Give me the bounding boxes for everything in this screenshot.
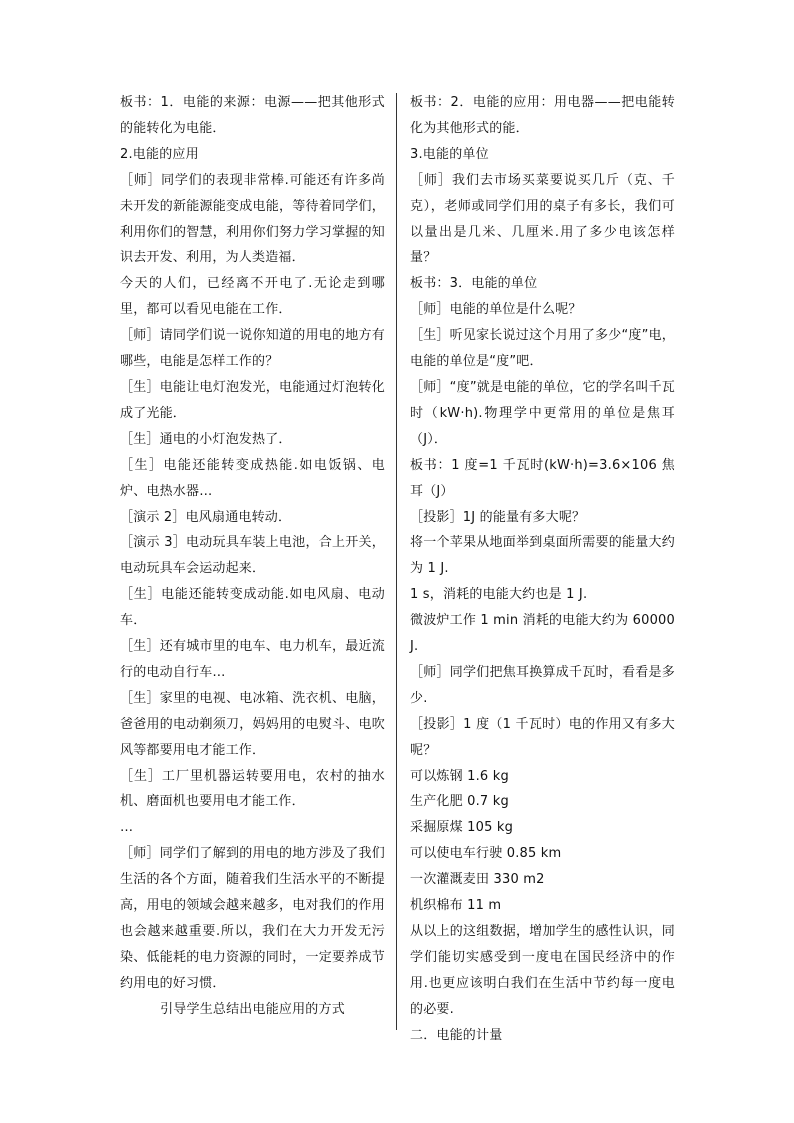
right-paragraph-15: 可以炼钢 1.6 kg bbox=[410, 768, 509, 784]
right-paragraph-16: 生产化肥 0.7 kg bbox=[410, 794, 509, 810]
right-paragraph-7: ［师］“度”就是电能的单位，它的学名叫千瓦时（kW·h).物理学中更常用的单位是焦耳（J）． bbox=[410, 379, 675, 447]
left-paragraph-4: 今天的人们，已经离不开电了.无论走到哪里，都可以看见电能在工作． bbox=[120, 276, 385, 318]
left-paragraph-9: ［演示 2］电风扇通电转动． bbox=[120, 509, 292, 525]
left-paragraph-8: ［生］电能还能转变成热能.如电饭锅、电炉、电热水器… bbox=[120, 457, 385, 499]
left-paragraph-5: ［师］请同学们说一说你知道的用电的地方有哪些，电能是怎样工作的？ bbox=[120, 328, 385, 370]
column-divider bbox=[396, 93, 397, 1030]
right-paragraph-4: 板书：3．电能的单位 bbox=[410, 276, 538, 292]
right-paragraph-11: 1 s，消耗的电能大约也是 1 J. bbox=[410, 587, 588, 603]
right-paragraph-1: 板书：2．电能的应用：用电器——把电能转化为其他形式的能． bbox=[410, 95, 675, 136]
left-paragraph-16: ［师］同学们了解到的用电的地方涉及了我们生活的各个方面，随着我们生活水平的不断提高，用电的领域会越来越多，电对我们的作用也会越来越重要.所以，我们在大力开发无污染、低能耗的电力资源的同时，一定要养成节约用电的好习惯． bbox=[120, 846, 385, 991]
left-paragraph-2: 2.电能的应用 bbox=[120, 146, 199, 162]
left-footer-line: 引导学生总结出电能应用的方式 bbox=[160, 1001, 345, 1017]
left-paragraph-3: ［师］同学们的表现非常棒.可能还有许多尚未开发的新能源能变成电能，等待着同学们，利用你们的智慧，利用你们努力学习掌握的知识去开发、利用，为人类造福． bbox=[120, 172, 385, 266]
right-paragraph-2: 3.电能的单位 bbox=[410, 146, 489, 162]
right-paragraph-20: 机织棉布 11 m bbox=[410, 898, 502, 914]
right-paragraph-22: 二．电能的计量 bbox=[410, 1027, 503, 1043]
left-paragraph-6: ［生］电能让电灯泡发光，电能通过灯泡转化成了光能． bbox=[120, 379, 385, 421]
right-paragraph-3: ［师］我们去市场买菜要说买几斤（克、千克），老师或同学们用的桌子有多长，我们可以量出是几米、几厘米.用了多少电该怎样量？ bbox=[410, 172, 675, 266]
right-paragraph-18: 可以使电车行驶 0.85 km bbox=[410, 846, 562, 862]
right-paragraph-12: 微波炉工作 1 min 消耗的电能大约为 60000 J. bbox=[410, 613, 675, 655]
left-paragraph-11: ［生］电能还能转变成动能.如电风扇、电动车． bbox=[120, 587, 385, 629]
left-paragraph-15: … bbox=[120, 820, 134, 836]
right-paragraph-13: ［师］同学们把焦耳换算成千瓦时，看看是多少. bbox=[410, 664, 675, 706]
left-paragraph-13: ［生］家里的电视、电冰箱、洗衣机、电脑，爸爸用的电动剃须刀，妈妈用的电熨斗、电吹风等都要用电才能工作． bbox=[120, 690, 385, 758]
right-paragraph-9: ［投影］1J 的能量有多大呢？ bbox=[410, 509, 586, 525]
right-paragraph-17: 采掘原煤 105 kg bbox=[410, 820, 514, 836]
right-text-column bbox=[410, 90, 675, 1049]
left-paragraph-12: ［生］还有城市里的电车、电力机车，最近流行的电动自行车… bbox=[120, 639, 385, 680]
right-paragraph-8: 板书：1 度=1 千瓦时(kW·h)=3.6×106 焦耳（J） bbox=[410, 457, 675, 499]
right-paragraph-10: 将一个苹果从地面举到桌面所需要的能量大约为 1 J. bbox=[410, 535, 675, 577]
right-paragraph-6: ［生］听见家长说过这个月用了多少“度”电，电能的单位是“度”吧． bbox=[410, 328, 675, 370]
left-paragraph-14: ［生］工厂里机器运转要用电，农村的抽水机、磨面机也要用电才能工作． bbox=[120, 768, 385, 810]
left-paragraph-10: ［演示 3］电动玩具车装上电池，合上开关，电动玩具车会运动起来． bbox=[120, 535, 385, 577]
right-paragraph-5: ［师］电能的单位是什么呢？ bbox=[410, 302, 582, 318]
left-text-column bbox=[120, 90, 385, 1023]
left-paragraph-7: ［生］通电的小灯泡发热了． bbox=[120, 431, 292, 447]
right-paragraph-19: 一次灌溉麦田 330 m2 bbox=[410, 872, 545, 888]
left-paragraph-1: 板书：1．电能的来源：电源——把其他形式的能转化为电能． bbox=[120, 95, 385, 136]
right-paragraph-14: ［投影］1 度（1 千瓦时）电的作用又有多大呢？ bbox=[410, 716, 675, 758]
right-paragraph-21: 从以上的这组数据，增加学生的感性认识，同学们能切实感受到一度电在国民经济中的作用.也更应该明白我们在生活中节约每一度电的必要. bbox=[410, 924, 675, 1017]
